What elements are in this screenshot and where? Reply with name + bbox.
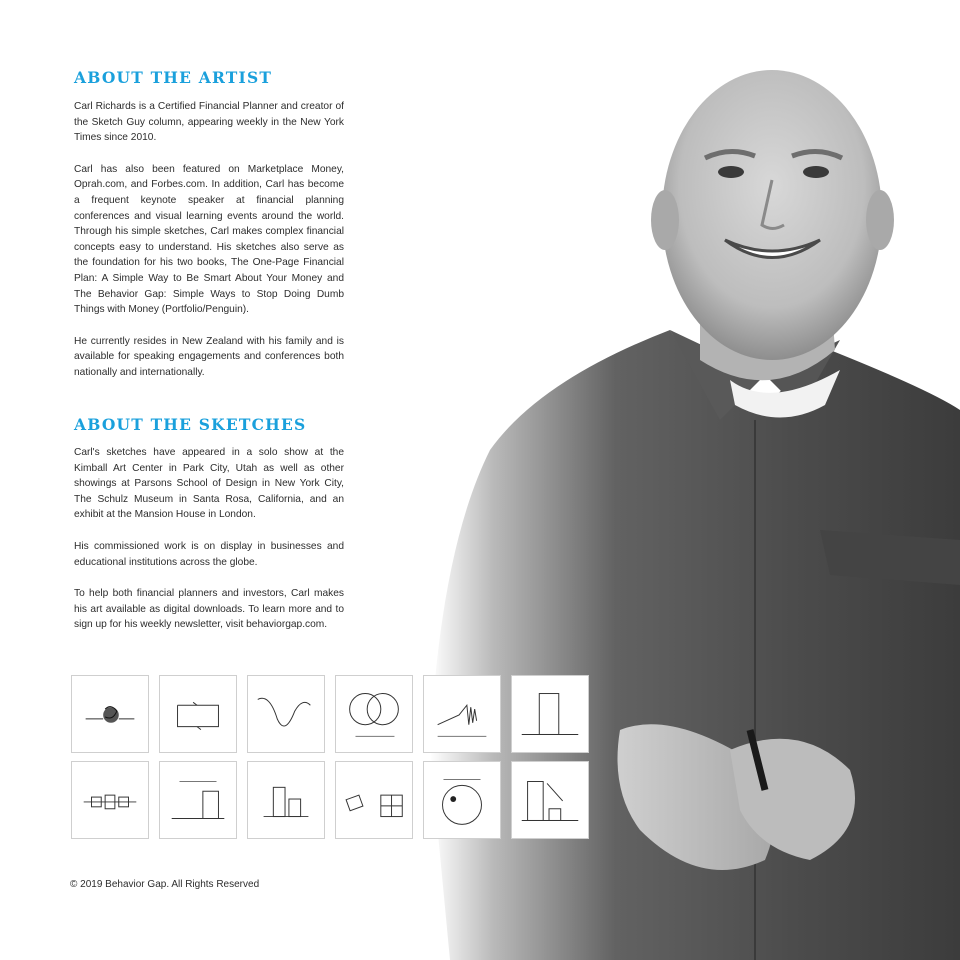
sketch-scribble-thumbnail [71, 675, 149, 753]
about-sketches-heading: ABOUT THE SKETCHES [74, 415, 307, 434]
about-sketches-section [74, 445, 344, 633]
about-sketches-paragraph-1: Carl's sketches have appeared in a solo show at the Kimball Art Center in Park City, Utah as well as other showings at Parsons School of Design in New York City, The Schulz Museum in Santa Rosa, California, and an exhibit at the Mansion House in London. [74, 447, 344, 521]
about-artist-section [74, 99, 344, 381]
about-artist-paragraph-2: Carl has also been featured on Marketplace Money, Oprah.com, and Forbes.com. In addition, Carl has become a frequent keynote speaker at financial planning conferences and visual learning events around the world. Through his simple sketches, Carl makes complex financial concepts easy to understand. His sketches also serve as the foundation for his two books, The One-Page Financial Plan: A Simple Way to Be Smart About Your Money and The Behavior Gap: Simple Ways to Stop Doing Dumb Things with Money (Portfolio/Penguin). [74, 163, 344, 316]
about-artist-heading: ABOUT THE ARTIST [74, 68, 273, 87]
about-artist-paragraph-3: He currently resides in New Zealand with his family and is available for speaking engagements and conferences both nationally and internationally. [74, 335, 344, 378]
sketch-plan-thumbnail [159, 761, 237, 839]
sketch-cycle-thumbnail [159, 675, 237, 753]
copyright-footer: © 2019 Behavior Gap. All Rights Reserved [70, 879, 260, 890]
sketch-noise-thumbnail [423, 675, 501, 753]
sketch-links-thumbnail [71, 761, 149, 839]
sketch-tower-thumbnail [511, 761, 589, 839]
sketch-curve-thumbnail [247, 675, 325, 753]
sketch-bars-thumbnail [247, 761, 325, 839]
sketch-circle-thumbnail [423, 761, 501, 839]
about-sketches-paragraph-2: His commissioned work is on display in businesses and educational institutions across the globe. [74, 540, 344, 568]
sketch-building-thumbnail [511, 675, 589, 753]
sketch-stack-thumbnail [335, 761, 413, 839]
about-artist-paragraph-1: Carl Richards is a Certified Financial Planner and creator of the Sketch Guy column, appearing weekly in the New York Times since 2010. [74, 101, 344, 144]
about-sketches-paragraph-3: To help both financial planners and investors, Carl makes his art available as digital downloads. To learn more and to sign up for his weekly newsletter, visit behaviorgap.com. [74, 588, 344, 631]
sketch-venn-thumbnail [335, 675, 413, 753]
